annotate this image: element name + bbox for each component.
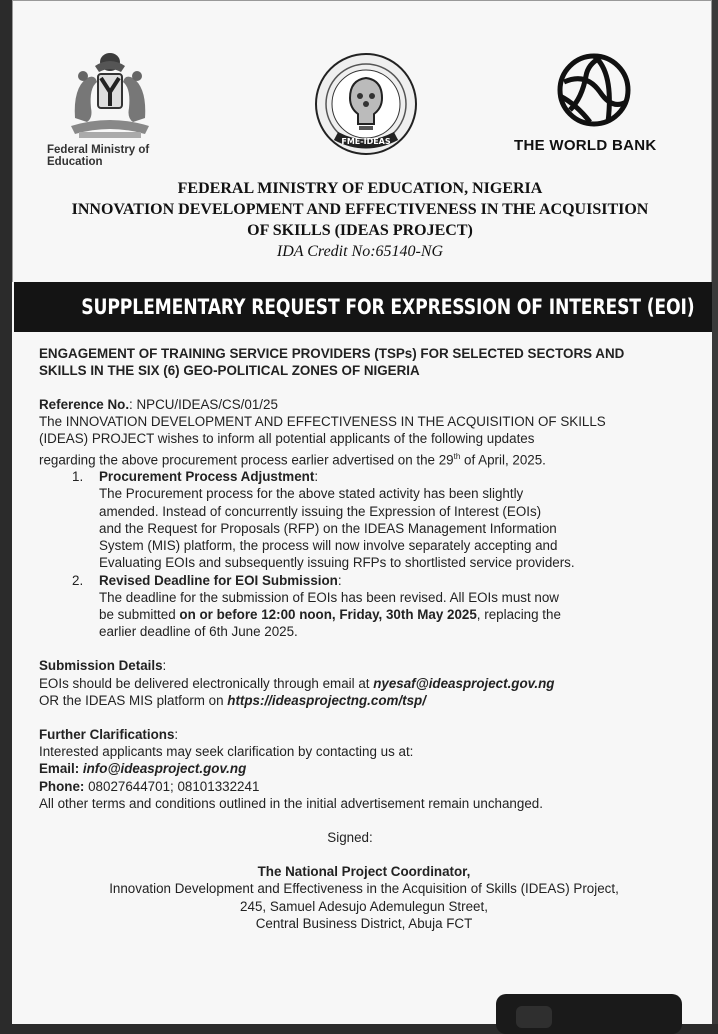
reference-value: : NPCU/IDEAS/CS/01/25 bbox=[129, 397, 278, 412]
procurement-line-4: System (MIS) platform, the process will now involve separately accepting and bbox=[99, 538, 558, 554]
signature-line-3: Central Business District, Abuja FCT bbox=[255, 915, 473, 931]
closing-line: All other terms and conditions outlined in the initial advertisement remain unchanged. bbox=[39, 795, 543, 811]
floating-overlay[interactable] bbox=[496, 994, 682, 1034]
banner-title: SUPPLEMENTARY REQUEST FOR EXPRESSION OF INTEREST (EOI) bbox=[81, 295, 695, 319]
reference-line bbox=[39, 396, 689, 413]
mis-platform-link[interactable]: https://ideasprojectng.com/tsp/ bbox=[227, 692, 426, 708]
signature-line-2: 245, Samuel Adesujo Ademulegun Street, bbox=[240, 898, 488, 914]
deadline-text-end: , replacing the bbox=[476, 606, 561, 622]
eoi-banner bbox=[14, 282, 712, 332]
clarifications-label: Further Clarifications bbox=[39, 726, 175, 742]
fme-ideas-logo bbox=[314, 52, 418, 156]
heading-line-2: INNOVATION DEVELOPMENT AND EFFECTIVENESS IN THE ACQUISITION bbox=[71, 201, 649, 218]
intro-line-2: (IDEAS) PROJECT wishes to inform all potential applicants of the following updates bbox=[39, 431, 535, 447]
signature-block bbox=[29, 863, 699, 932]
list-item-procurement bbox=[39, 468, 689, 571]
submission-text-2: OR the IDEAS MIS platform on bbox=[39, 692, 228, 708]
list-item-title: Procurement Process Adjustment bbox=[99, 469, 315, 485]
intro-line-3-end: of April, 2025. bbox=[460, 452, 546, 468]
clarifications-colon: : bbox=[174, 726, 179, 742]
contact-phone: 08027644701; 08101332241 bbox=[88, 778, 260, 794]
list-item-colon: : bbox=[314, 469, 319, 485]
deadline-line-1: The deadline for the submission of EOIs has been revised. All EOIs must now bbox=[99, 589, 559, 605]
deadline-date: on or before 12:00 noon, Friday, 30th May 2025 bbox=[179, 606, 477, 622]
list-number: 2. bbox=[72, 572, 84, 588]
coat-of-arms-logo bbox=[65, 48, 155, 143]
document-heading bbox=[20, 178, 700, 262]
intro-line-1: The INNOVATION DEVELOPMENT AND EFFECTIVENESS IN THE ACQUISITION OF SKILLS bbox=[39, 414, 606, 430]
world-bank-globe-logo bbox=[556, 52, 632, 128]
document-body bbox=[39, 345, 689, 932]
submission-line-2 bbox=[39, 692, 689, 709]
list-item-deadline bbox=[39, 572, 689, 641]
ida-credit: IDA Credit No:65140-NG bbox=[276, 243, 444, 260]
intro-superscript: th bbox=[453, 451, 461, 461]
submission-email-link[interactable]: nyesaf@ideasproject.gov.ng bbox=[373, 675, 555, 691]
overlay-icon[interactable] bbox=[516, 1006, 552, 1028]
intro-line-3 bbox=[39, 448, 689, 469]
world-bank-caption: THE WORLD BANK bbox=[514, 137, 657, 154]
list-number: 1. bbox=[72, 469, 84, 485]
contact-phone-line bbox=[39, 778, 689, 795]
signed-label: Signed: bbox=[327, 829, 373, 845]
contact-email-link[interactable]: info@ideasproject.gov.ng bbox=[82, 761, 247, 777]
list-item-title: Revised Deadline for EOI Submission bbox=[99, 572, 338, 588]
submission-colon: : bbox=[162, 658, 167, 674]
intro-line-3-text: regarding the above procurement process earlier advertised on the 29 bbox=[39, 452, 454, 468]
procurement-line-1: The Procurement process for the above stated activity has been slightly bbox=[99, 486, 524, 502]
submission-details bbox=[39, 657, 689, 709]
signature-line-1: Innovation Development and Effectiveness in the Acquisition of Skills (IDEAS) Project, bbox=[109, 881, 619, 897]
contact-email-line bbox=[39, 760, 689, 777]
reference-label: Reference No. bbox=[39, 397, 130, 412]
further-clarifications bbox=[39, 726, 689, 812]
phone-label: Phone: bbox=[39, 778, 89, 794]
clarifications-line-1: Interested applicants may seek clarification by contacting us at: bbox=[39, 744, 414, 760]
submission-line-1 bbox=[39, 675, 689, 692]
heading-line-3: OF SKILLS (IDEAS PROJECT) bbox=[247, 222, 473, 239]
list-item-colon: : bbox=[337, 572, 342, 588]
email-label: Email: bbox=[39, 761, 83, 777]
ideas-logo-text: FME-IDEAS bbox=[341, 137, 391, 146]
procurement-line-5: Evaluating EOIs and subsequently issuing RFPs to shortlisted service providers. bbox=[99, 555, 575, 571]
subtitle-line-2: SKILLS IN THE SIX (6) GEO-POLITICAL ZONES OF NIGERIA bbox=[39, 363, 420, 378]
deadline-text: be submitted bbox=[99, 606, 180, 622]
deadline-line-3: earlier deadline of 6th June 2025. bbox=[99, 624, 298, 640]
deadline-line-2 bbox=[99, 606, 689, 623]
page-edge bbox=[712, 0, 718, 1024]
engagement-subtitle bbox=[39, 345, 659, 379]
subtitle-line-1: ENGAGEMENT OF TRAINING SERVICE PROVIDERS (TSPs) FOR SELECTED SECTORS AND bbox=[39, 346, 625, 361]
submission-text: EOIs should be delivered electronically through email at bbox=[39, 675, 374, 691]
fme-caption: Federal Ministry of Education bbox=[47, 144, 150, 168]
procurement-line-3: and the Request for Proposals (RFP) on the IDEAS Management Information bbox=[99, 520, 557, 536]
procurement-line-2: amended. Instead of concurrently issuing the Expression of Interest (EOIs) bbox=[99, 503, 542, 519]
submission-label: Submission Details bbox=[39, 658, 163, 674]
heading-line-1: FEDERAL MINISTRY OF EDUCATION, NIGERIA bbox=[177, 180, 543, 197]
coordinator-title: The National Project Coordinator, bbox=[257, 864, 471, 880]
